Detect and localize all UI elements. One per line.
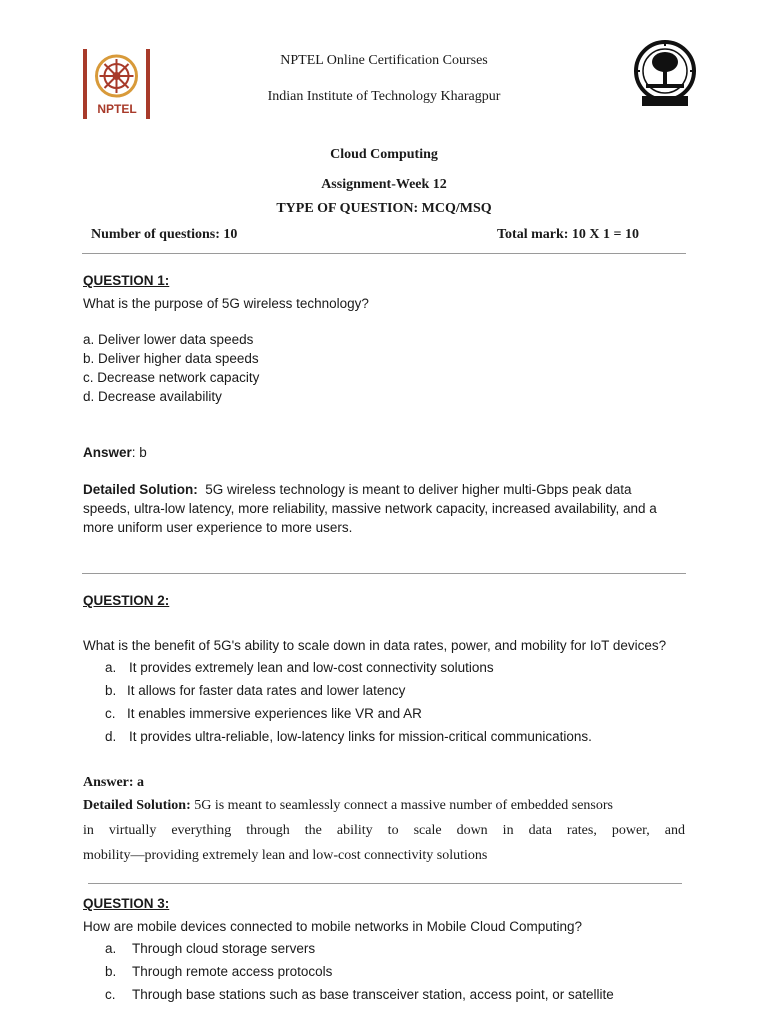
divider: [82, 253, 686, 254]
number-of-questions-label: Number of questions: [91, 227, 216, 242]
question-3-option-b: b. Through remote access protocols: [105, 964, 333, 979]
question-2-option-c: c. It enables immersive experiences like VR and AR: [105, 706, 422, 721]
question-1-option-c: c. Decrease network capacity: [83, 370, 260, 385]
number-of-questions-value: : 10: [215, 227, 238, 242]
question-1-solution-line-2: speeds, ultra-low latency, more reliability, massive network capacity, increased availability, and a: [83, 501, 657, 516]
question-3-text: How are mobile devices connected to mobile networks in Mobile Cloud Computing?: [83, 919, 583, 934]
question-3-option-a: a. Through cloud storage servers: [105, 941, 316, 956]
question-1-solution-label: Detailed Solution:: [83, 482, 198, 497]
question-2-answer: Answer: a: [83, 775, 145, 790]
number-of-questions: [91, 227, 237, 243]
question-1-heading: QUESTION 1:: [83, 273, 170, 288]
question-2-option-d: d. It provides ultra-reliable, low-latency links for mission-critical communications.: [105, 729, 592, 744]
question-2-solution-line-1: Detailed Solution: 5G is meant to seamlessly connect a massive number of embedded sensors: [83, 798, 613, 813]
question-1-answer: [83, 445, 147, 460]
question-2-heading: QUESTION 2:: [83, 593, 170, 608]
question-type: TYPE OF QUESTION: MCQ/MSQ: [276, 201, 492, 216]
assignment-title: Assignment-Week 12: [321, 177, 447, 192]
question-1-option-b: b. Deliver higher data speeds: [83, 351, 259, 366]
divider: [82, 573, 686, 574]
question-1-option-a: a. Deliver lower data speeds: [83, 332, 254, 347]
question-1-answer-value: : b: [131, 445, 147, 460]
divider: [88, 883, 682, 884]
question-3-option-c: c. Through base stations such as base transceiver station, access point, or satellite: [105, 987, 614, 1002]
course-title: Cloud Computing: [330, 147, 438, 162]
total-mark: Total mark: 10 X 1 = 10: [497, 227, 640, 242]
question-2-solution-label: Detailed Solution:: [83, 798, 191, 813]
question-2-solution-line-3: mobility—providing extremely lean and low-cost connectivity solutions: [83, 848, 488, 863]
question-1-answer-label: Answer: [83, 445, 132, 460]
question-3-heading: QUESTION 3:: [83, 896, 170, 911]
question-1-solution-line-1: Detailed Solution: 5G wireless technology is meant to deliver higher multi-Gbps peak data: [83, 482, 632, 497]
question-2-text: What is the benefit of 5G's ability to scale down in data rates, power, and mobility for IoT devices?: [83, 638, 667, 653]
header-line-1: NPTEL Online Certification Courses: [280, 53, 488, 68]
question-2-option-a: a. It provides extremely lean and low-cost connectivity solutions: [105, 660, 494, 675]
header-line-2: Indian Institute of Technology Kharagpur: [267, 89, 501, 104]
question-1-text: What is the purpose of 5G wireless technology?: [83, 296, 369, 311]
question-1-option-d: d. Decrease availability: [83, 389, 222, 404]
question-2-option-b: b. It allows for faster data rates and lower latency: [105, 683, 406, 698]
question-2-solution-line-2: in virtually everything through the ability to scale down in data rates, power, and: [83, 823, 685, 838]
question-1-solution-line-3: more uniform user experience to more users.: [83, 520, 353, 535]
nptel-logo-text: NPTEL: [97, 102, 137, 116]
